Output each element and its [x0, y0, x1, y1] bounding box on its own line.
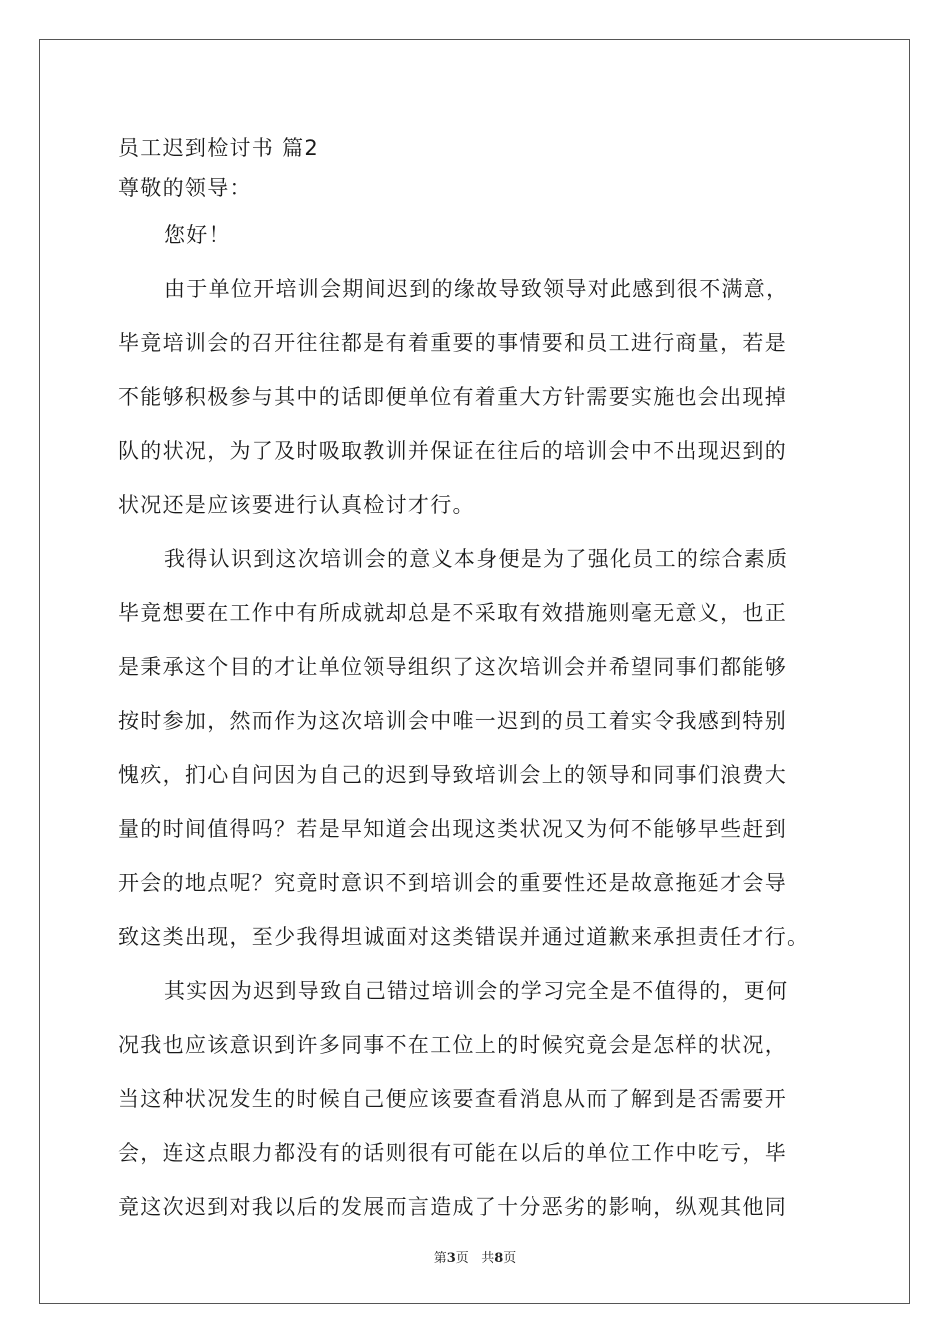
paragraph-line: 由于单位开培训会期间迟到的缘故导致领导对此感到很不满意，: [164, 277, 789, 301]
paragraph-line: 当这种状况发生的时候自己便应该要查看消息从而了解到是否需要开: [118, 1087, 787, 1111]
paragraph-line: 不能够积极参与其中的话即便单位有着重大方针需要实施也会出现掉: [118, 385, 787, 409]
document-title: 员工迟到检讨书 篇2: [118, 136, 320, 160]
footer-total-prefix: 共: [481, 1251, 495, 1266]
paragraph-line: 况我也应该意识到许多同事不在工位上的时候究竟会是怎样的状况，: [118, 1033, 787, 1057]
paragraph-line: 毕竟培训会的召开往往都是有着重要的事情要和员工进行商量，若是: [118, 331, 787, 355]
greeting: 您好！: [164, 223, 231, 247]
paragraph-line: 状况还是应该要进行认真检讨才行。: [118, 493, 475, 517]
paragraph-line: 其实因为迟到导致自己错过培训会的学习完全是不值得的，更何: [164, 979, 789, 1003]
paragraph-1: [118, 262, 838, 532]
paragraph-line: 毕竟想要在工作中有所成就却总是不采取有效措施则毫无意义，也正: [118, 601, 787, 625]
paragraph-line: 愧疚，扪心自问因为自己的迟到导致培训会上的领导和同事们浪费大: [118, 763, 787, 787]
page-footer: [0, 1247, 950, 1266]
footer-page-word: 页: [455, 1251, 469, 1266]
paragraph-line: 按时参加，然而作为这次培训会中唯一迟到的员工着实令我感到特别: [118, 709, 787, 733]
paragraph-line: 量的时间值得吗？若是早知道会出现这类状况又为何不能够早些赶到: [118, 817, 787, 841]
paragraph-line: 竟这次迟到对我以后的发展而言造成了十分恶劣的影响，纵观其他同: [118, 1195, 787, 1219]
current-page-number: 3: [446, 1251, 456, 1266]
paragraph-line: 是秉承这个目的才让单位领导组织了这次培训会并希望同事们都能够: [118, 655, 787, 679]
footer-prefix: 第: [433, 1251, 447, 1266]
paragraph-line: 会，连这点眼力都没有的话则很有可能在以后的单位工作中吃亏，毕: [118, 1141, 787, 1165]
total-pages-number: 8: [494, 1251, 504, 1266]
paragraph-2: [118, 532, 838, 964]
paragraph-3: [118, 964, 838, 1234]
footer-total-suffix: 页: [503, 1251, 517, 1266]
paragraph-line: 开会的地点呢？究竟时意识不到培训会的重要性还是故意拖延才会导: [118, 871, 787, 895]
salutation: 尊敬的领导：: [118, 176, 252, 200]
paragraph-line: 我得认识到这次培训会的意义本身便是为了强化员工的综合素质: [164, 547, 789, 571]
document-body: [118, 128, 838, 1234]
paragraph-line: 致这类出现，至少我得坦诚面对这类错误并通过道歉来承担责任才行。: [118, 925, 810, 949]
paragraph-line: 队的状况，为了及时吸取教训并保证在往后的培训会中不出现迟到的: [118, 439, 787, 463]
